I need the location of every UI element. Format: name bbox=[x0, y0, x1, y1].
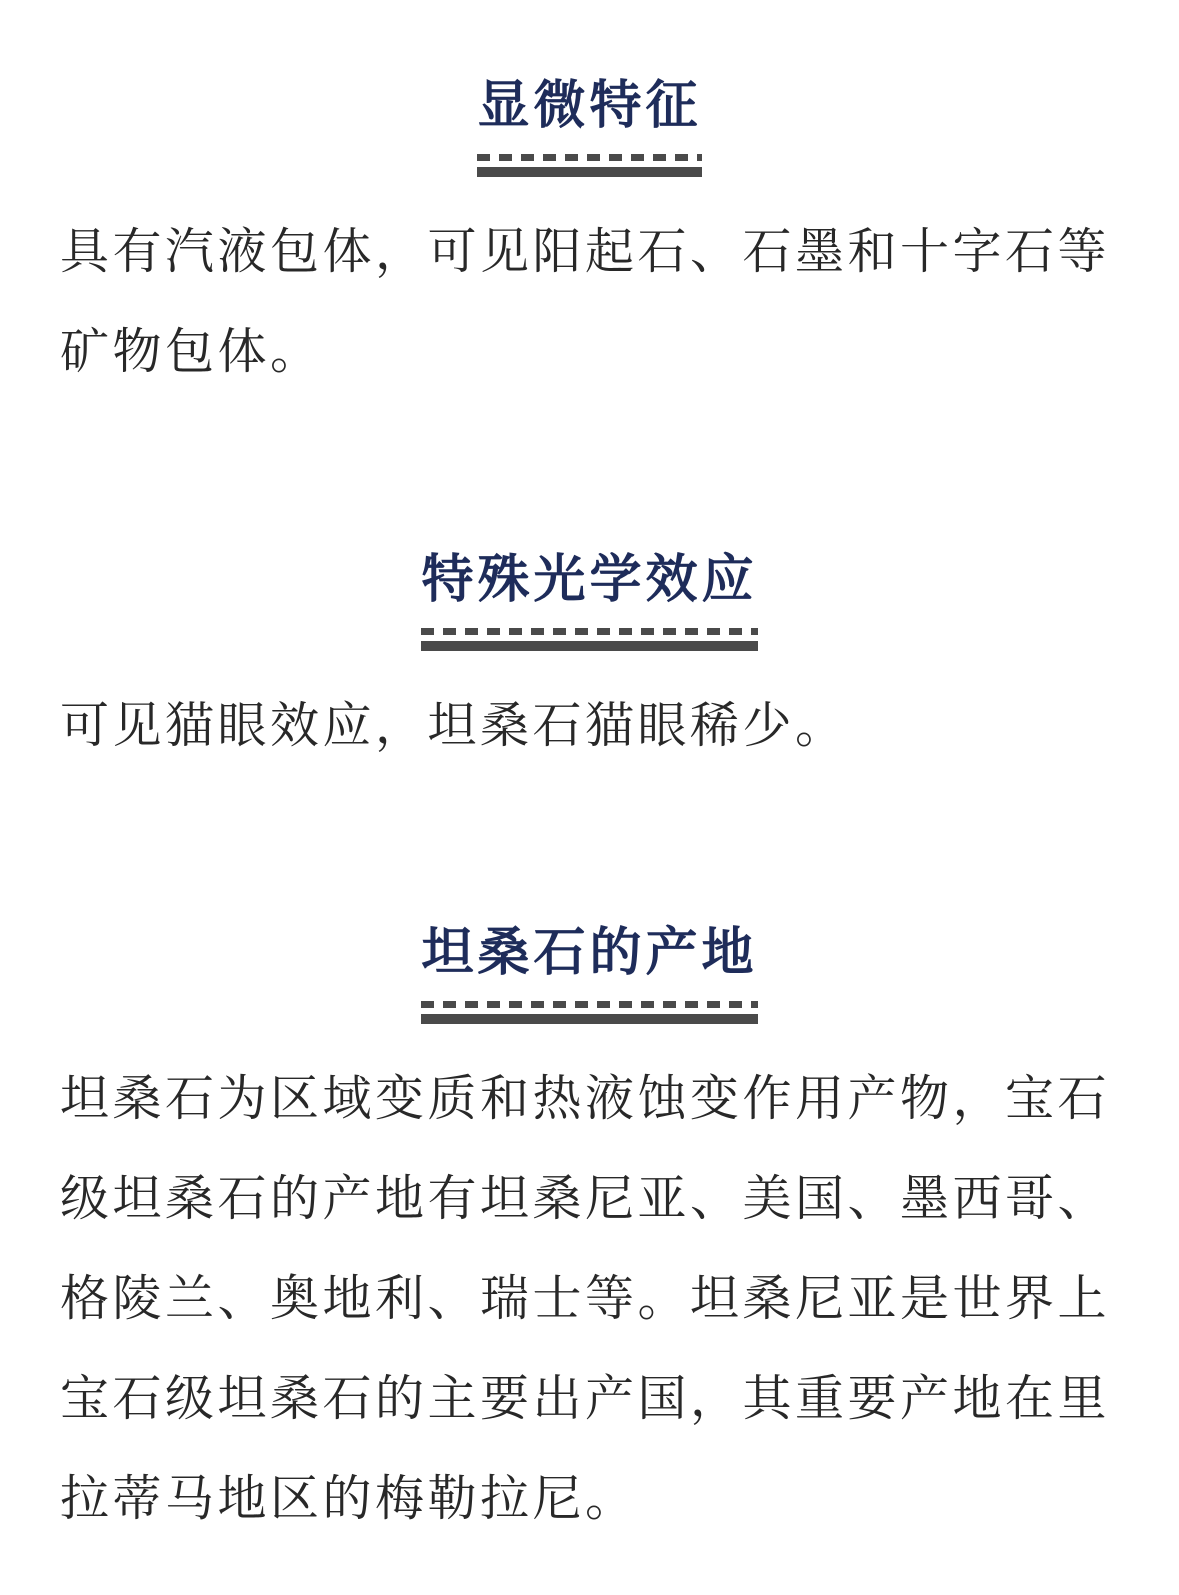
section-paragraph bbox=[60, 1049, 1119, 1549]
section-title: 显微特征 bbox=[477, 77, 702, 135]
paragraph-line: 具有汽液包体，可见阳起石、石墨和十字石等 bbox=[60, 225, 1111, 279]
section-title-underline bbox=[421, 1001, 757, 1024]
section-tanzanite-origin bbox=[60, 917, 1119, 1549]
paragraph-line: 可见猫眼效应，坦桑石猫眼稀少。 bbox=[60, 699, 848, 753]
solid-rule bbox=[477, 167, 701, 177]
section-heading-block bbox=[421, 917, 757, 1024]
section-microscopic-features bbox=[60, 0, 1119, 402]
solid-rule bbox=[421, 641, 757, 651]
paragraph-line: 格陵兰、奥地利、瑞士等。坦桑尼亚是世界上 bbox=[60, 1272, 1111, 1326]
section-title: 坦桑石的产地 bbox=[421, 924, 758, 982]
section-title-underline bbox=[477, 154, 701, 177]
section-paragraph bbox=[60, 676, 1119, 776]
section-heading-block bbox=[421, 544, 757, 651]
paragraph-line: 宝石级坦桑石的主要出产国，其重要产地在里 bbox=[60, 1372, 1111, 1426]
section-paragraph bbox=[60, 202, 1119, 402]
paragraph-line: 级坦桑石的产地有坦桑尼亚、美国、墨西哥、 bbox=[60, 1172, 1111, 1226]
paragraph-line: 坦桑石为区域变质和热液蚀变作用产物，宝石 bbox=[60, 1072, 1111, 1126]
dashed-rule bbox=[477, 154, 701, 161]
solid-rule bbox=[421, 1014, 757, 1024]
dashed-rule bbox=[421, 1001, 757, 1008]
section-heading-block bbox=[477, 70, 701, 177]
paragraph-line: 矿物包体。 bbox=[60, 325, 323, 379]
section-title-underline bbox=[421, 628, 757, 651]
section-title: 特殊光学效应 bbox=[421, 551, 758, 609]
dashed-rule bbox=[421, 628, 757, 635]
paragraph-line: 拉蒂马地区的梅勒拉尼。 bbox=[60, 1472, 638, 1526]
section-special-optical-effects bbox=[60, 544, 1119, 776]
